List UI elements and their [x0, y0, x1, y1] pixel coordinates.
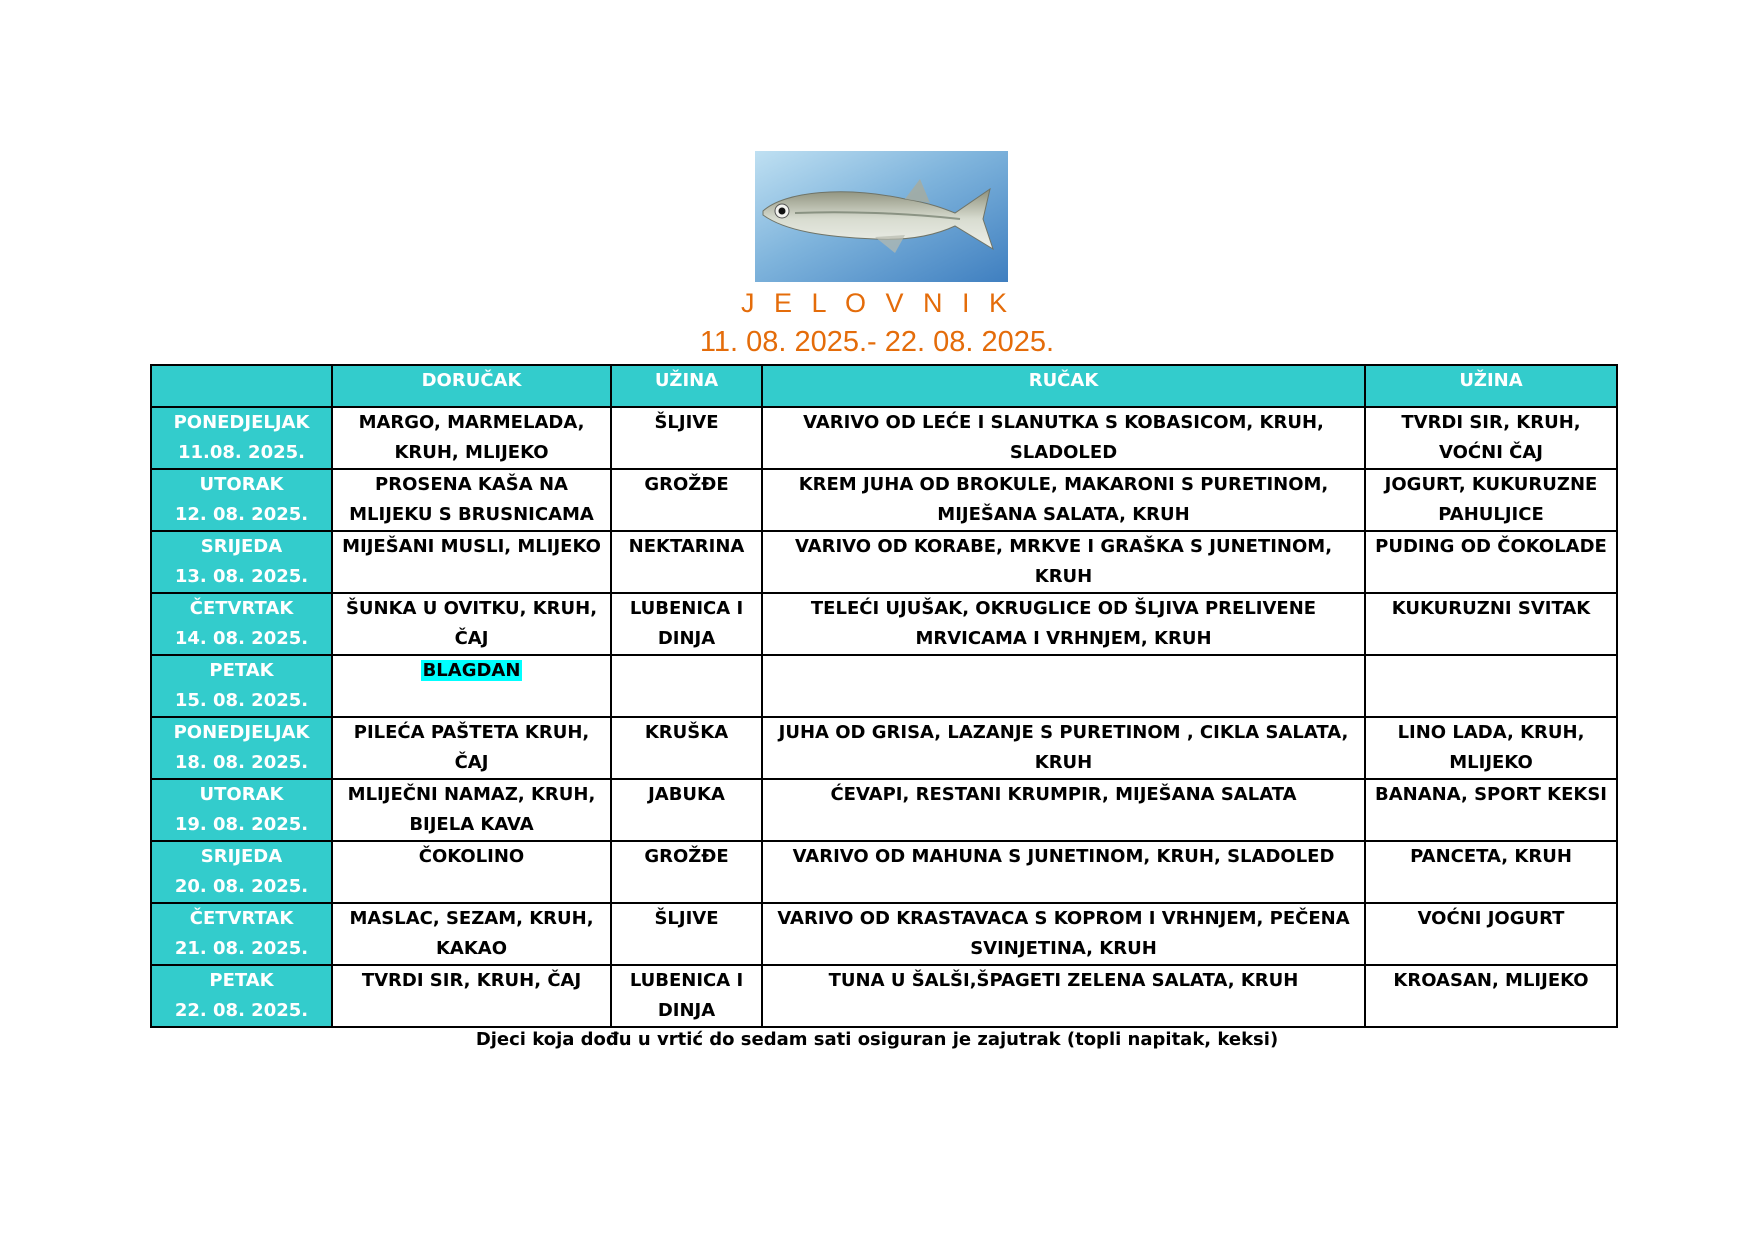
afternoon-snack-cell — [1365, 531, 1617, 593]
day-cell — [151, 531, 332, 593]
snack-cell — [611, 717, 762, 779]
breakfast-cell — [332, 593, 611, 655]
date-range: 11. 08. 2025.- 22. 08. 2025. — [699, 326, 1055, 358]
afternoon-snack-cell — [1365, 407, 1617, 469]
lunch-cell — [762, 717, 1365, 779]
breakfast-cell — [332, 841, 611, 903]
snack-cell-text: KRUŠKA — [644, 722, 729, 743]
breakfast-cell-text: PILEĆA PAŠTETA KRUH, ČAJ — [353, 722, 590, 773]
breakfast-cell — [332, 717, 611, 779]
table-row — [151, 593, 1617, 655]
column-header-snack: UŽINA — [611, 365, 762, 407]
day-name: PONEDJELJAK — [173, 722, 310, 743]
day-cell — [151, 903, 332, 965]
day-date: 14. 08. 2025. — [174, 628, 309, 649]
day-name: UTORAK — [199, 474, 284, 495]
day-name: ČETVRTAK — [189, 598, 294, 619]
day-cell — [151, 469, 332, 531]
breakfast-cell-text: ČOKOLINO — [418, 846, 525, 867]
afternoon-snack-cell-text: BANANA, SPORT KEKSI — [1375, 784, 1607, 805]
lunch-cell-text: VARIVO OD MAHUNA S JUNETINOM, KRUH, SLADOLED — [792, 846, 1335, 867]
snack-cell-text: ŠLJIVE — [654, 908, 719, 929]
column-header-afternoon-snack: UŽINA — [1365, 365, 1617, 407]
table-row — [151, 655, 1617, 717]
snack-cell — [611, 593, 762, 655]
breakfast-cell-text: MASLAC, SEZAM, KRUH, KAKAO — [349, 908, 594, 959]
footnote: Djeci koja dođu u vrtić do sedam sati osiguran je zajutrak (topli napitak, keksi) — [475, 1029, 1279, 1050]
column-header-day — [151, 365, 332, 407]
day-name: PETAK — [209, 660, 274, 681]
snack-cell — [611, 903, 762, 965]
table-row — [151, 717, 1617, 779]
day-name: PETAK — [209, 970, 274, 991]
day-name: UTORAK — [199, 784, 284, 805]
day-cell — [151, 407, 332, 469]
day-cell — [151, 593, 332, 655]
breakfast-cell-text: MIJEŠANI MUSLI, MLIJEKO — [342, 536, 601, 557]
snack-cell-text: JABUKA — [648, 784, 725, 805]
afternoon-snack-cell-text: LINO LADA, KRUH, MLIJEKO — [1397, 722, 1585, 773]
column-header-lunch: RUČAK — [762, 365, 1365, 407]
afternoon-snack-cell-text: JOGURT, KUKURUZNE PAHULJICE — [1384, 474, 1598, 525]
table-row — [151, 469, 1617, 531]
afternoon-snack-cell — [1365, 841, 1617, 903]
lunch-cell-text: VARIVO OD KORABE, MRKVE I GRAŠKA S JUNETINOM, KRUH — [794, 536, 1333, 587]
afternoon-snack-cell-text: PUDING OD ČOKOLADE — [1375, 536, 1607, 557]
snack-cell — [611, 779, 762, 841]
table-row — [151, 965, 1617, 1027]
breakfast-cell-text: ŠUNKA U OVITKU, KRUH, ČAJ — [345, 598, 598, 649]
table-row — [151, 903, 1617, 965]
day-name: ČETVRTAK — [189, 908, 294, 929]
breakfast-cell — [332, 469, 611, 531]
afternoon-snack-cell-text: PANCETA, KRUH — [1410, 846, 1572, 867]
afternoon-snack-cell — [1365, 717, 1617, 779]
breakfast-cell — [332, 903, 611, 965]
day-date: 12. 08. 2025. — [174, 504, 309, 525]
lunch-cell-text: VARIVO OD LEĆE I SLANUTKA S KOBASICOM, KRUH, SLADOLED — [803, 412, 1324, 463]
snack-cell — [611, 655, 762, 717]
snack-cell — [611, 531, 762, 593]
breakfast-cell — [332, 531, 611, 593]
day-date: 21. 08. 2025. — [174, 938, 309, 959]
afternoon-snack-cell-text: KUKURUZNI SVITAK — [1391, 598, 1591, 619]
day-name: PONEDJELJAK — [173, 412, 310, 433]
lunch-cell — [762, 593, 1365, 655]
day-name: SRIJEDA — [200, 846, 283, 867]
column-header-breakfast: DORUČAK — [332, 365, 611, 407]
snack-cell — [611, 469, 762, 531]
lunch-cell — [762, 469, 1365, 531]
breakfast-cell-text: MARGO, MARMELADA, KRUH, MLIJEKO — [358, 412, 585, 463]
snack-cell — [611, 841, 762, 903]
day-date: 18. 08. 2025. — [174, 752, 309, 773]
breakfast-cell — [332, 655, 611, 717]
afternoon-snack-cell — [1365, 469, 1617, 531]
day-cell — [151, 841, 332, 903]
day-date: 20. 08. 2025. — [174, 876, 309, 897]
lunch-cell — [762, 407, 1365, 469]
snack-cell-text: ŠLJIVE — [654, 412, 719, 433]
snack-cell-text: LUBENICA I DINJA — [629, 598, 744, 649]
afternoon-snack-cell — [1365, 655, 1617, 717]
afternoon-snack-cell — [1365, 593, 1617, 655]
afternoon-snack-cell-text: VOĆNI JOGURT — [1417, 908, 1565, 929]
breakfast-cell-text: TVRDI SIR, KRUH, ČAJ — [361, 970, 582, 991]
lunch-cell — [762, 903, 1365, 965]
snack-cell-text: GROŽĐE — [644, 846, 729, 867]
breakfast-cell-text — [333, 656, 610, 686]
afternoon-snack-cell — [1365, 779, 1617, 841]
lunch-cell-text: KREM JUHA OD BROKULE, MAKARONI S PURETINOM, MIJEŠANA SALATA, KRUH — [798, 474, 1329, 525]
day-cell — [151, 965, 332, 1027]
table-row — [151, 531, 1617, 593]
lunch-cell — [762, 965, 1365, 1027]
breakfast-cell-text: PROSENA KAŠA NA MLIJEKU S BRUSNICAMA — [349, 474, 594, 525]
lunch-cell — [762, 779, 1365, 841]
table-row — [151, 841, 1617, 903]
holiday-label: BLAGDAN — [422, 660, 521, 681]
lunch-cell — [762, 841, 1365, 903]
lunch-cell — [762, 655, 1365, 717]
lunch-cell-text: ĆEVAPI, RESTANI KRUMPIR, MIJEŠANA SALATA — [830, 784, 1297, 805]
lunch-cell-text: TELEĆI UJUŠAK, OKRUGLICE OD ŠLJIVA PRELIVENE MRVICAMA I VRHNJEM, KRUH — [810, 598, 1317, 649]
breakfast-cell — [332, 407, 611, 469]
day-date: 13. 08. 2025. — [174, 566, 309, 587]
breakfast-cell-text: MLIJEČNI NAMAZ, KRUH, BIJELA KAVA — [347, 784, 596, 835]
day-cell — [151, 779, 332, 841]
day-cell — [151, 717, 332, 779]
afternoon-snack-cell-text: TVRDI SIR, KRUH, VOĆNI ČAJ — [1401, 412, 1581, 463]
breakfast-cell — [332, 779, 611, 841]
lunch-cell-text: TUNA U ŠALŠI,ŠPAGETI ZELENA SALATA, KRUH — [828, 970, 1299, 991]
lunch-cell-text: VARIVO OD KRASTAVACA S KOPROM I VRHNJEM, PEČENA SVINJETINA, KRUH — [777, 908, 1350, 959]
day-date: 22. 08. 2025. — [174, 1000, 309, 1021]
table-row — [151, 407, 1617, 469]
day-date: 11.08. 2025. — [178, 442, 305, 463]
day-cell — [151, 655, 332, 717]
page-title: J E L O V N I K — [740, 288, 1014, 318]
day-date: 19. 08. 2025. — [174, 814, 309, 835]
menu-table — [150, 364, 1618, 1028]
day-name: SRIJEDA — [200, 536, 283, 557]
day-date: 15. 08. 2025. — [174, 690, 309, 711]
afternoon-snack-cell — [1365, 903, 1617, 965]
afternoon-snack-cell — [1365, 965, 1617, 1027]
lunch-cell-text: JUHA OD GRISA, LAZANJE S PURETINOM , CIKLA SALATA, KRUH — [778, 722, 1349, 773]
fish-image — [755, 151, 1008, 282]
afternoon-snack-cell-text: KROASAN, MLIJEKO — [1393, 970, 1589, 991]
snack-cell-text: GROŽĐE — [644, 474, 729, 495]
snack-cell — [611, 407, 762, 469]
lunch-cell — [762, 531, 1365, 593]
table-header-row — [151, 365, 1617, 407]
snack-cell-text: LUBENICA I DINJA — [629, 970, 744, 1021]
breakfast-cell — [332, 965, 611, 1027]
table-row — [151, 779, 1617, 841]
snack-cell-text: NEKTARINA — [628, 536, 745, 557]
snack-cell — [611, 965, 762, 1027]
